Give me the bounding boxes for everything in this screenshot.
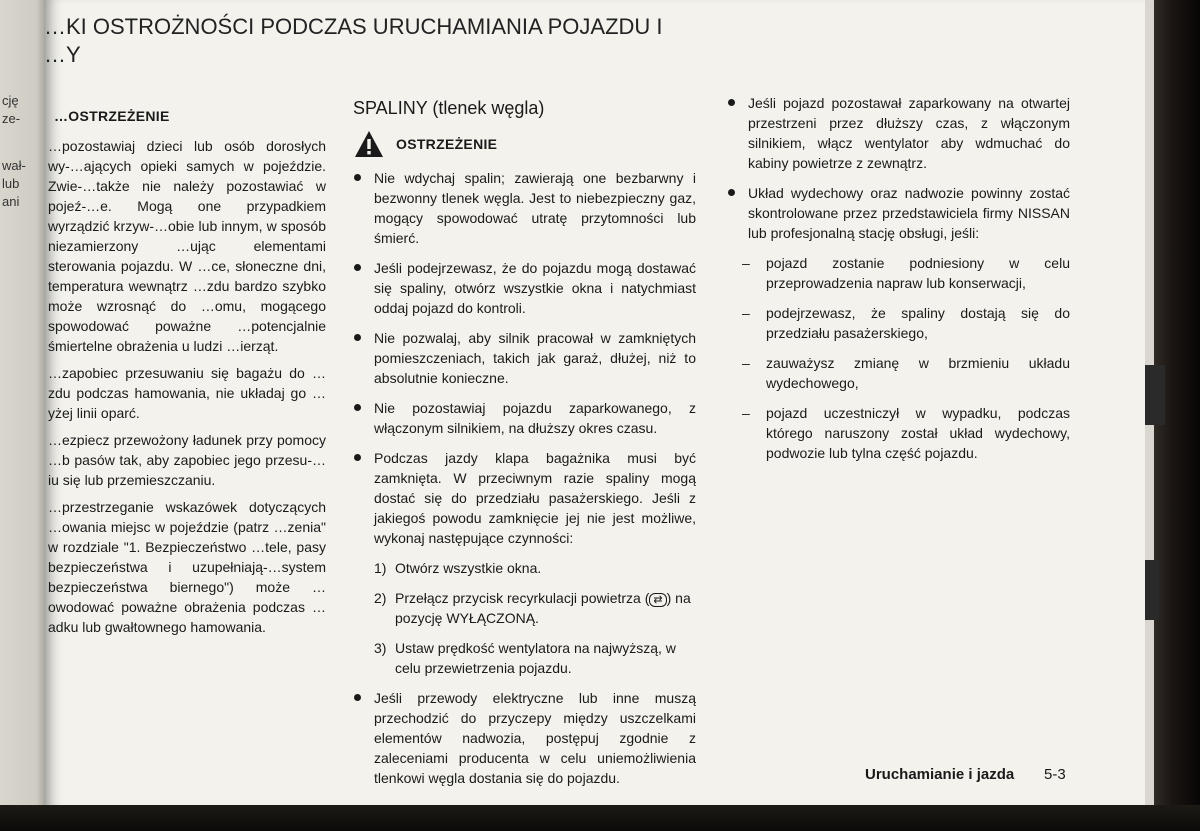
warning-heading: [354, 130, 696, 158]
paragraph: …przestrzeganie wskazówek dotyczących …owania miejsc w pojeździe (patrz …zenia" w rozdziale "1. Bezpieczeństwo …tele, pasy bezpieczeństwa i uzupełniają-…system bezpieczeństwa biernego") może …owodować poważne obrażenia podczas …adku lub gwałtownego hamowania.: [48, 499, 326, 635]
list-item-text: podejrzewasz, że spaliny dostają się do przedziału pasażerskiego,: [766, 305, 1070, 341]
footer-section-title: Uruchamianie i jazda: [865, 766, 1015, 783]
list-item-text: Jeśli pojazd pozostawał zaparkowany na otwartej przestrzeni przez dłuższy czas, z włączonym silnikiem, włącz wentylator aby wdmuchać do kabiny powietrze z zewnątrz.: [748, 95, 1070, 171]
step-item: [350, 588, 696, 628]
page-title: …KI OSTROŻNOŚCI PODCZAS URUCHAMIANIA POJAZDU I …Y: [44, 14, 663, 67]
list-item-text: Podczas jazdy klapa bagażnika musi być zamknięta. W przeciwnym razie spaliny mogą dostać się do przedziału pasażerskiego. Jeśli z jakiegoś powodu zamknięcie jej nie jest możliwe, wykonaj następujące czynności:: [374, 450, 696, 546]
step-number: 1): [374, 560, 387, 576]
column-middle: [350, 96, 696, 798]
left-page-fragment: cję: [2, 93, 19, 108]
step-text: ) na pozycję WYŁĄCZONĄ.: [395, 590, 691, 626]
scan-bottom-edge: [0, 805, 1200, 831]
dash-icon: –: [742, 355, 750, 371]
list-item-text: Jeśli podejrzewasz, że do pojazdu mogą dostawać się spaliny, otwórz wszystkie okna i natychmiast oddaj pojazd do kontroli.: [374, 260, 696, 316]
column-right: [724, 93, 1070, 473]
section-tab-marker: [1145, 560, 1159, 620]
steps-list: [350, 558, 696, 678]
bullet-icon: [728, 99, 735, 106]
column-left: [48, 96, 326, 644]
bullet-icon: [354, 264, 361, 271]
list-item: [350, 258, 696, 318]
step-item: [350, 638, 696, 678]
paragraph: …pozostawiaj dzieci lub osób dorosłych wy-…ających opieki samych w pojeździe. Zwie-…także nie należy pozostawiać w pojeź-…e. Mogą one przypadkiem wyrządzić krzyw-…obie lub innym, w sposób niezamierzony …ując elementami sterowania pojazdu. W …ce, słoneczne dni, temperatura wewnątrz …zdu bardzo szybko może wzrosnąć do …omu, mogącego spowodować poważne …potencjalnie śmiertelne obrażenia u ludzi …ierząt.: [48, 138, 326, 354]
list-item: [350, 328, 696, 388]
warning-bullet-list: [724, 93, 1070, 243]
step-text: Przełącz przycisk recyrkulacji powietrza (: [395, 590, 650, 606]
list-item: [724, 253, 1070, 293]
paragraph: …ezpiecz przewożony ładunek przy pomocy …b pasów tak, aby zapobiec jego przesu-…iu się lub przemieszczaniu.: [48, 432, 326, 488]
list-item-text: Nie pozostawiaj pojazdu zaparkowanego, z włączonym silnikiem, na dłuższy okres czasu.: [374, 400, 696, 436]
book-edge: [1145, 0, 1200, 831]
step-text: Otwórz wszystkie okna.: [395, 560, 542, 576]
left-page-fragment: ze-: [2, 111, 21, 126]
dash-icon: –: [742, 305, 750, 321]
dash-icon: –: [742, 405, 750, 421]
list-item-text: Nie pozwalaj, aby silnik pracował w zamkniętych pomieszczeniach, takich jak garaż, dłużej, niż to absolutnie konieczne.: [374, 330, 696, 386]
list-item-text: pojazd zostanie podniesiony w celu przeprowadzenia napraw lub konserwacji,: [766, 255, 1070, 291]
left-page-fragment: wał-: [2, 158, 26, 173]
list-item: [724, 403, 1070, 463]
list-item-text: Układ wydechowy oraz nadwozie powinny zostać skontrolowane przez przedstawiciela firmy NISSAN lub profesjonalną stację obsługi, jeśli:: [748, 185, 1070, 241]
list-item-text: Jeśli przewody elektryczne lub inne muszą przechodzić do przyczepy między uszczelkami elementów nadwozia, postępuj zgodnie z zaleceniami producenta w celu uniemożliwienia tlenkowi węgla dostania się do pojazdu.: [374, 690, 696, 786]
warning-heading: …OSTRZEŻENIE: [54, 108, 170, 124]
section-title: SPALINY (tlenek węgla): [353, 98, 545, 118]
list-item: [724, 93, 1070, 173]
list-item-text: Nie wdychaj spalin; zawierają one bezbarwny i bezwonny tlenek węgla. Jest to niebezpieczny gaz, mogący spowodować utratę przytomności lub śmierć.: [374, 170, 696, 246]
warning-bullet-list: [350, 688, 696, 788]
paragraph: …zapobiec przesuwaniu się bagażu do …zdu podczas hamowania, nie układaj go …yżej linii oparć.: [48, 365, 326, 421]
footer-page-number: 5-3: [1044, 766, 1066, 783]
list-item-text: zauważysz zmianę w brzmieniu układu wydechowego,: [766, 355, 1070, 391]
manual-page: [44, 0, 1150, 808]
section-tab-marker: [1145, 365, 1165, 425]
step-text: Ustaw prędkość wentylatora na najwyższą, w celu przewietrzenia pojazdu.: [395, 640, 676, 676]
recirculation-icon: ⇄: [649, 593, 666, 607]
list-item-text: pojazd uczestniczył w wypadku, podczas którego naruszony został układ wydechowy, podwozie lub tylna część pojazdu.: [766, 405, 1070, 461]
list-item: [350, 168, 696, 248]
list-item: [350, 448, 696, 548]
list-item: [724, 303, 1070, 343]
step-number: 3): [374, 640, 387, 656]
bullet-icon: [354, 454, 361, 461]
bullet-icon: [728, 189, 735, 196]
step-number: 2): [374, 590, 387, 606]
list-item: [724, 353, 1070, 393]
warning-label: OSTRZEŻENIE: [396, 136, 498, 152]
dash-icon: –: [742, 255, 750, 271]
bullet-icon: [354, 334, 361, 341]
list-item: [724, 183, 1070, 243]
bullet-icon: [354, 404, 361, 411]
left-page-fragment: lub: [2, 176, 20, 191]
warning-triangle-icon: [354, 130, 384, 158]
list-item: [350, 398, 696, 438]
left-page-fragment: ani: [2, 194, 20, 209]
warning-bullet-list: [350, 168, 696, 548]
bullet-icon: [354, 174, 361, 181]
list-item: [350, 688, 696, 788]
condition-list: [724, 253, 1070, 463]
step-item: [350, 558, 696, 578]
bullet-icon: [354, 694, 361, 701]
